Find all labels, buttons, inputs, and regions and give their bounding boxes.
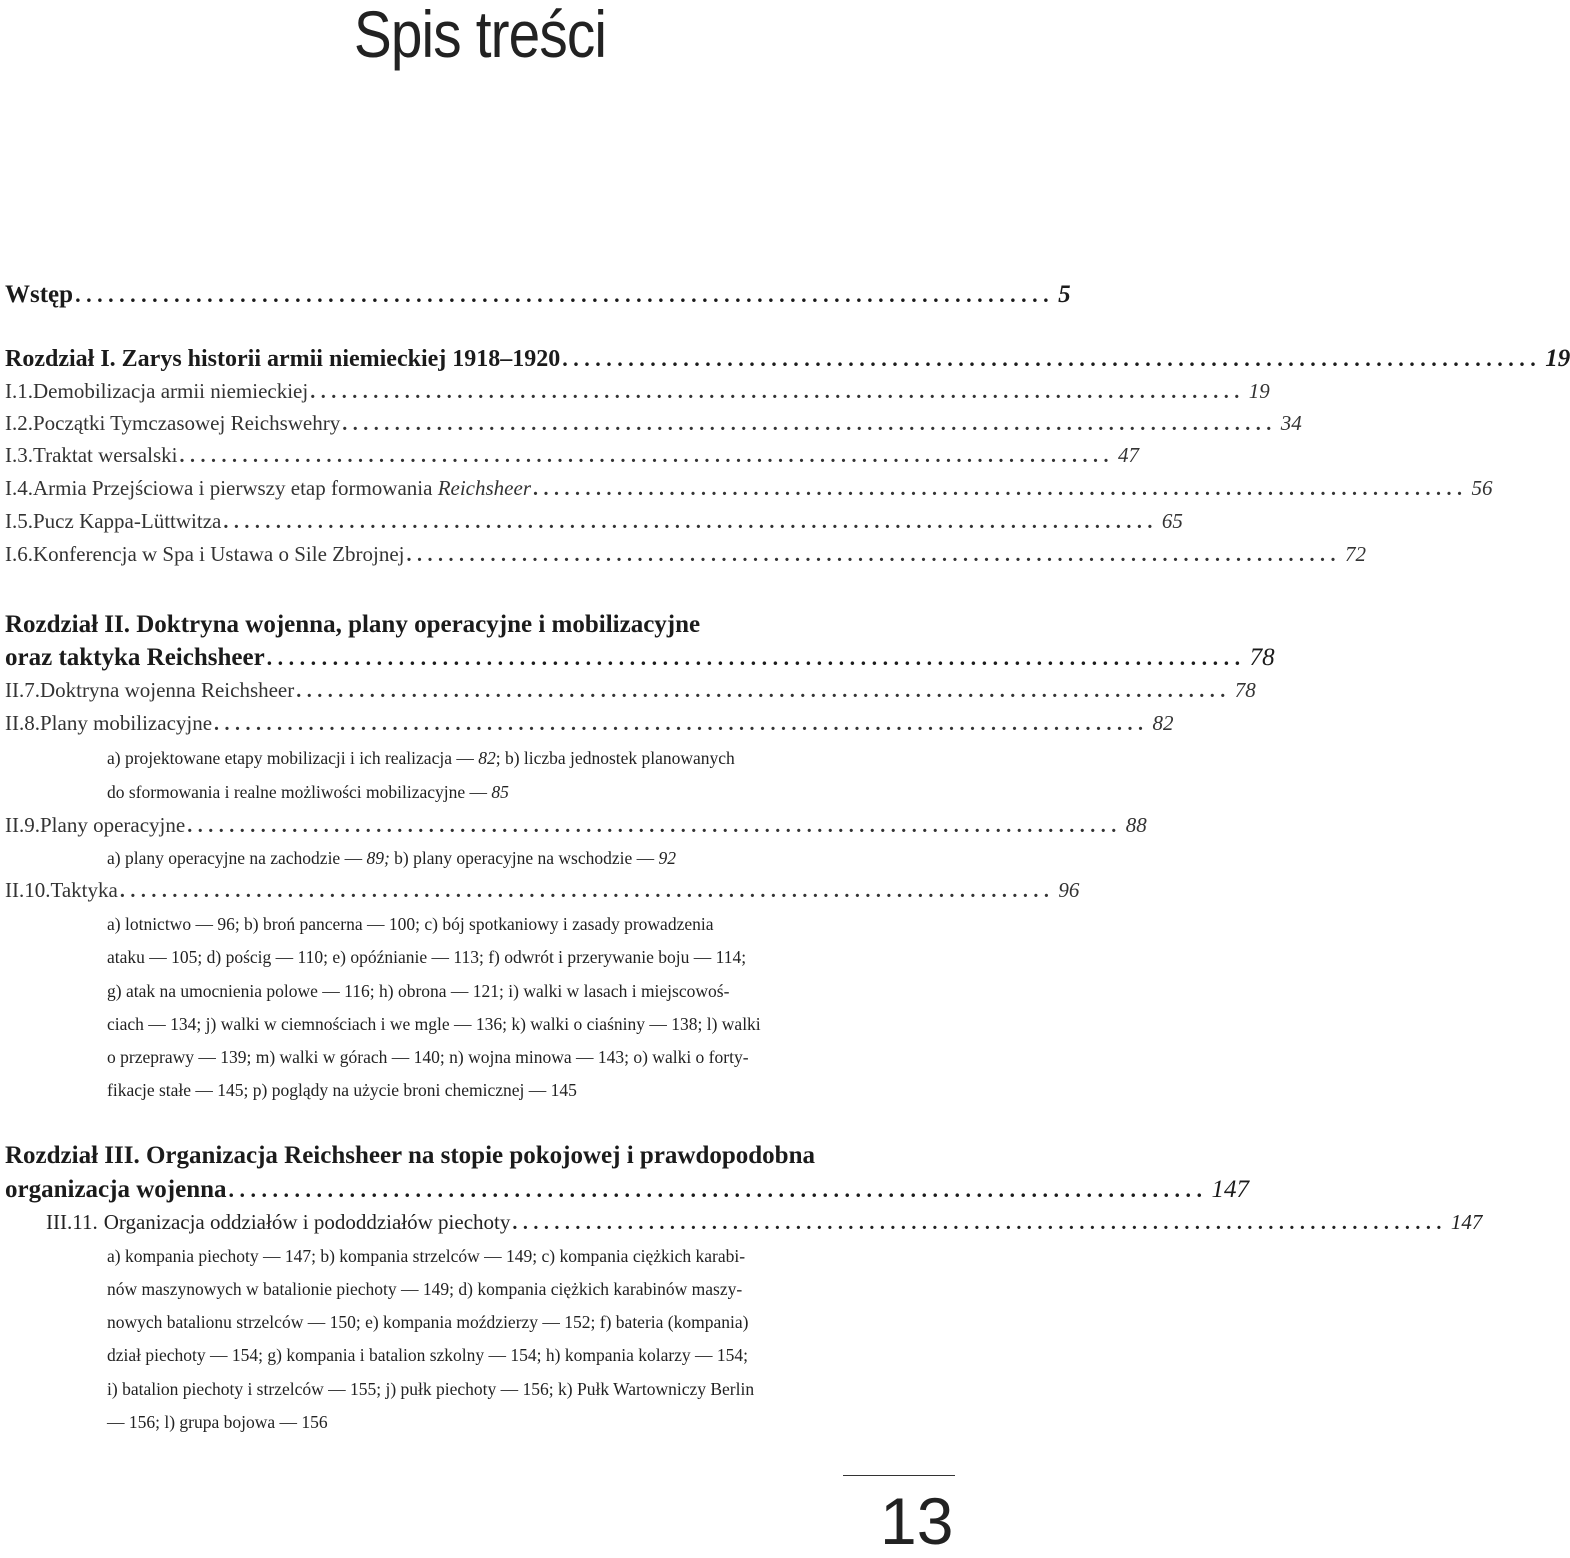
entry-label: Konferencja w Spa i Ustawa o Sile Zbrojnej bbox=[33, 542, 405, 566]
entry-label-text: Armia Przejściowa i pierwszy etap formowania bbox=[33, 476, 438, 500]
subentry-line: i) batalion piechoty i strzelców — 155; j) pułk piechoty — 156; k) Pułk Wartowniczy Berlin bbox=[107, 1379, 755, 1399]
entry-label: Organizacja oddziałów i pododdziałów piechoty bbox=[103, 1210, 511, 1234]
subentry-text: do sformowania i realne możliwości mobilizacyjne — bbox=[107, 782, 492, 802]
dot-leader: ......................................................................................... bbox=[342, 413, 1277, 435]
subentry-text: b) plany operacyjne na wschodzie — bbox=[389, 848, 659, 868]
toc-section-1-6[interactable] bbox=[5, 542, 1366, 566]
toc-section-2-7[interactable] bbox=[5, 678, 1256, 702]
section-number: I.4. bbox=[5, 476, 33, 500]
subentry-line: fikacje stałe — 145; p) poglądy na użycie broni chemicznej — 145 bbox=[107, 1080, 577, 1100]
section-number: I.3. bbox=[5, 443, 33, 467]
entry-label: Rozdział I. Zarys historii armii niemieckiej 1918–1920 bbox=[5, 346, 561, 372]
toc-section-1-1[interactable] bbox=[5, 379, 1270, 403]
subentry-line: o przeprawy — 139; m) walki w górach — 140; n) wojna minowa — 143; o) walki o forty- bbox=[107, 1047, 749, 1067]
subentry-line: ciach — 134; j) walki w ciemnościach i we mgle — 136; k) walki o ciaśniny — 138; l) walki bbox=[107, 1014, 761, 1034]
toc-section-1-3[interactable] bbox=[5, 443, 1139, 467]
toc-section-2-8[interactable] bbox=[5, 711, 1174, 735]
section-number: I.5. bbox=[5, 509, 33, 533]
entry-page: 19 bbox=[1545, 345, 1570, 372]
dot-leader: ......................................................................................... bbox=[228, 1177, 1208, 1202]
subentry-line: ataku — 105; d) pościg — 110; e) opóźnianie — 113; f) odwrót i przerywanie boju — 114; bbox=[107, 947, 747, 967]
section-number: II.7. bbox=[5, 678, 40, 702]
toc-section-3-11[interactable] bbox=[46, 1210, 1483, 1234]
toc-entry-wstep[interactable] bbox=[5, 281, 1071, 308]
dot-leader: ......................................................................................... bbox=[562, 346, 1542, 371]
subentry-page: 92 bbox=[658, 848, 677, 868]
entry-label-italic: Reichsheer bbox=[437, 476, 531, 500]
dot-leader: ......................................................................................... bbox=[75, 282, 1055, 307]
entry-label: Wstęp bbox=[5, 281, 74, 308]
entry-page: 82 bbox=[1152, 711, 1174, 735]
dot-leader: ......................................................................................... bbox=[119, 880, 1055, 902]
entry-page: 88 bbox=[1125, 813, 1147, 837]
chapter-3-title-line: Rozdział III. Organizacja Reichsheer na stopie pokojowej i prawdopodobna bbox=[5, 1142, 815, 1169]
page-number: 13 bbox=[880, 1484, 954, 1558]
dot-leader: ......................................................................................... bbox=[533, 478, 1468, 500]
dot-leader: ......................................................................................... bbox=[266, 645, 1246, 670]
section-number: I.2. bbox=[5, 411, 33, 435]
subentry-line: a) lotnictwo — 96; b) broń pancerna — 100; c) bój spotkaniowy i zasady prowadzenia bbox=[107, 914, 714, 934]
section-number: II.10. bbox=[5, 878, 51, 902]
subentry-line: a) kompania piechoty — 147; b) kompania strzelców — 149; c) kompania ciężkich karabi- bbox=[107, 1246, 746, 1266]
toc-chapter-2[interactable] bbox=[5, 644, 1275, 671]
toc-section-2-9[interactable] bbox=[5, 813, 1147, 837]
entry-page: 5 bbox=[1058, 281, 1071, 308]
entry-label: Pucz Kappa-Lüttwitza bbox=[33, 509, 222, 533]
dot-leader: ......................................................................................... bbox=[214, 713, 1149, 735]
subentry-page: 89; bbox=[366, 848, 390, 868]
page-title: Spis treści bbox=[353, 0, 607, 71]
entry-page: 78 bbox=[1249, 644, 1275, 671]
entry-label: Traktat wersalski bbox=[33, 443, 178, 467]
entry-page: 34 bbox=[1280, 411, 1302, 435]
entry-label bbox=[33, 478, 531, 499]
subentry-line bbox=[107, 850, 676, 868]
dot-leader: ......................................................................................... bbox=[187, 815, 1122, 837]
entry-page: 78 bbox=[1234, 678, 1256, 702]
toc-section-1-2[interactable] bbox=[5, 411, 1302, 435]
dot-leader: ......................................................................................... bbox=[310, 381, 1245, 403]
entry-page: 96 bbox=[1058, 878, 1080, 902]
subentry-line bbox=[107, 784, 509, 802]
entry-label: organizacja wojenna bbox=[5, 1176, 227, 1203]
section-number: III.11. bbox=[46, 1210, 98, 1234]
subentry-line bbox=[107, 750, 735, 768]
entry-page: 47 bbox=[1117, 443, 1139, 467]
entry-page: 19 bbox=[1248, 379, 1270, 403]
toc-section-1-5[interactable] bbox=[5, 509, 1183, 533]
dot-leader: ......................................................................................... bbox=[223, 511, 1158, 533]
subentry-page: 82 bbox=[478, 748, 496, 768]
subentry-line: — 156; l) grupa bojowa — 156 bbox=[107, 1412, 328, 1432]
subentry-text: a) projektowane etapy mobilizacji i ich realizacja — bbox=[107, 748, 479, 768]
dot-leader: ......................................................................................... bbox=[406, 544, 1341, 566]
section-number: II.9. bbox=[5, 813, 40, 837]
entry-label: oraz taktyka Reichsheer bbox=[5, 644, 265, 671]
subentry-line: nów maszynowych w batalionie piechoty — 149; d) kompania ciężkich karabinów maszy- bbox=[107, 1279, 743, 1299]
dot-leader: ......................................................................................... bbox=[296, 680, 1231, 702]
entry-label: Doktryna wojenna Reichsheer bbox=[40, 678, 295, 702]
entry-page: 147 bbox=[1211, 1176, 1249, 1203]
entry-page: 56 bbox=[1471, 476, 1493, 500]
toc-chapter-1[interactable] bbox=[5, 345, 1570, 372]
subentry-line: g) atak na umocnienia polowe — 116; h) obrona — 121; i) walki w lasach i miejscowoś- bbox=[107, 981, 730, 1001]
subentry-page: 85 bbox=[491, 782, 509, 802]
entry-page: 72 bbox=[1344, 542, 1366, 566]
subentry-text: ; b) liczba jednostek planowanych bbox=[495, 748, 735, 768]
chapter-2-title-line: Rozdział II. Doktryna wojenna, plany operacyjne i mobilizacyjne bbox=[5, 611, 701, 638]
toc-section-2-10[interactable] bbox=[5, 878, 1080, 902]
dot-leader: ......................................................................................... bbox=[512, 1212, 1447, 1234]
section-number: II.8. bbox=[5, 711, 40, 735]
entry-label: Plany mobilizacyjne bbox=[40, 711, 213, 735]
toc-section-1-4[interactable] bbox=[5, 476, 1493, 500]
entry-page: 147 bbox=[1450, 1210, 1483, 1234]
toc-chapter-3[interactable] bbox=[5, 1176, 1249, 1203]
footer-rule bbox=[843, 1475, 955, 1476]
entry-label: Plany operacyjne bbox=[40, 813, 186, 837]
subentry-line: dział piechoty — 154; g) kompania i batalion szkolny — 154; h) kompania kolarzy — 154; bbox=[107, 1345, 749, 1365]
section-number: I.6. bbox=[5, 542, 33, 566]
subentry-text: a) plany operacyjne na zachodzie — bbox=[107, 848, 367, 868]
entry-label: Demobilizacja armii niemieckiej bbox=[33, 379, 309, 403]
dot-leader: ......................................................................................... bbox=[179, 445, 1114, 467]
entry-label: Początki Tymczasowej Reichswehry bbox=[33, 411, 341, 435]
entry-page: 65 bbox=[1161, 509, 1183, 533]
entry-label: Taktyka bbox=[50, 878, 118, 902]
subentry-line: nowych batalionu strzelców — 150; e) kompania moździerzy — 152; f) bateria (kompania) bbox=[107, 1312, 749, 1332]
section-number: I.1. bbox=[5, 379, 33, 403]
